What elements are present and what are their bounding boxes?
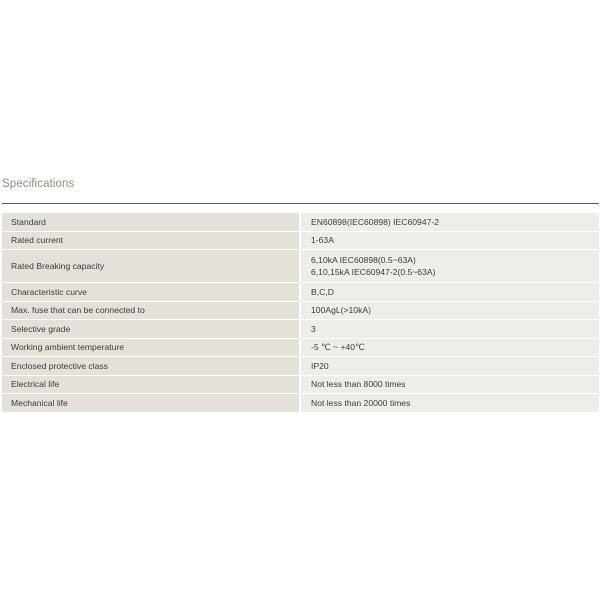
spec-label: Mechanical life xyxy=(2,394,301,413)
table-row xyxy=(2,283,599,302)
table-row xyxy=(2,339,599,358)
spec-value: -5 ℃ ~ +40℃ xyxy=(301,339,599,358)
table-row xyxy=(2,376,599,395)
table-row xyxy=(2,357,599,376)
spec-label: Electrical life xyxy=(2,376,301,395)
spec-label: Enclosed protective class xyxy=(2,357,301,376)
table-row xyxy=(2,250,599,283)
spec-value: 3 xyxy=(301,320,599,339)
spec-value: B,C,D xyxy=(301,283,599,302)
section-title: Specifications xyxy=(2,178,75,190)
table-row xyxy=(2,394,599,413)
spec-value: 100AgL(>10kA) xyxy=(301,302,599,321)
spec-label: Characteristic curve xyxy=(2,283,301,302)
specifications-table xyxy=(2,213,599,413)
table-row xyxy=(2,302,599,321)
spec-label: Rated current xyxy=(2,232,301,251)
table-row xyxy=(2,232,599,251)
spec-label: Rated Breaking capacity xyxy=(2,250,301,283)
spec-label: Selective grade xyxy=(2,320,301,339)
spec-label: Working ambient temperature xyxy=(2,339,301,358)
spec-value-line: 6,10kA IEC60898(0.5~63A) xyxy=(311,254,416,265)
spec-value: Not less than 8000 times xyxy=(301,376,599,395)
spec-value xyxy=(301,250,599,283)
title-divider xyxy=(2,203,599,204)
spec-value: Not less than 20000 times xyxy=(301,394,599,413)
spec-value: EN60898(IEC60898) IEC60947-2 xyxy=(301,213,599,232)
spec-value-line: 6,10,15kA IEC60947-2(0.5~63A) xyxy=(311,267,436,277)
table-row xyxy=(2,320,599,339)
spec-label: Max. fuse that can be connected to xyxy=(2,302,301,321)
spec-label: Standard xyxy=(2,213,301,232)
spec-value: 1-63A xyxy=(301,232,599,251)
table-row xyxy=(2,213,599,232)
spec-value: IP20 xyxy=(301,357,599,376)
